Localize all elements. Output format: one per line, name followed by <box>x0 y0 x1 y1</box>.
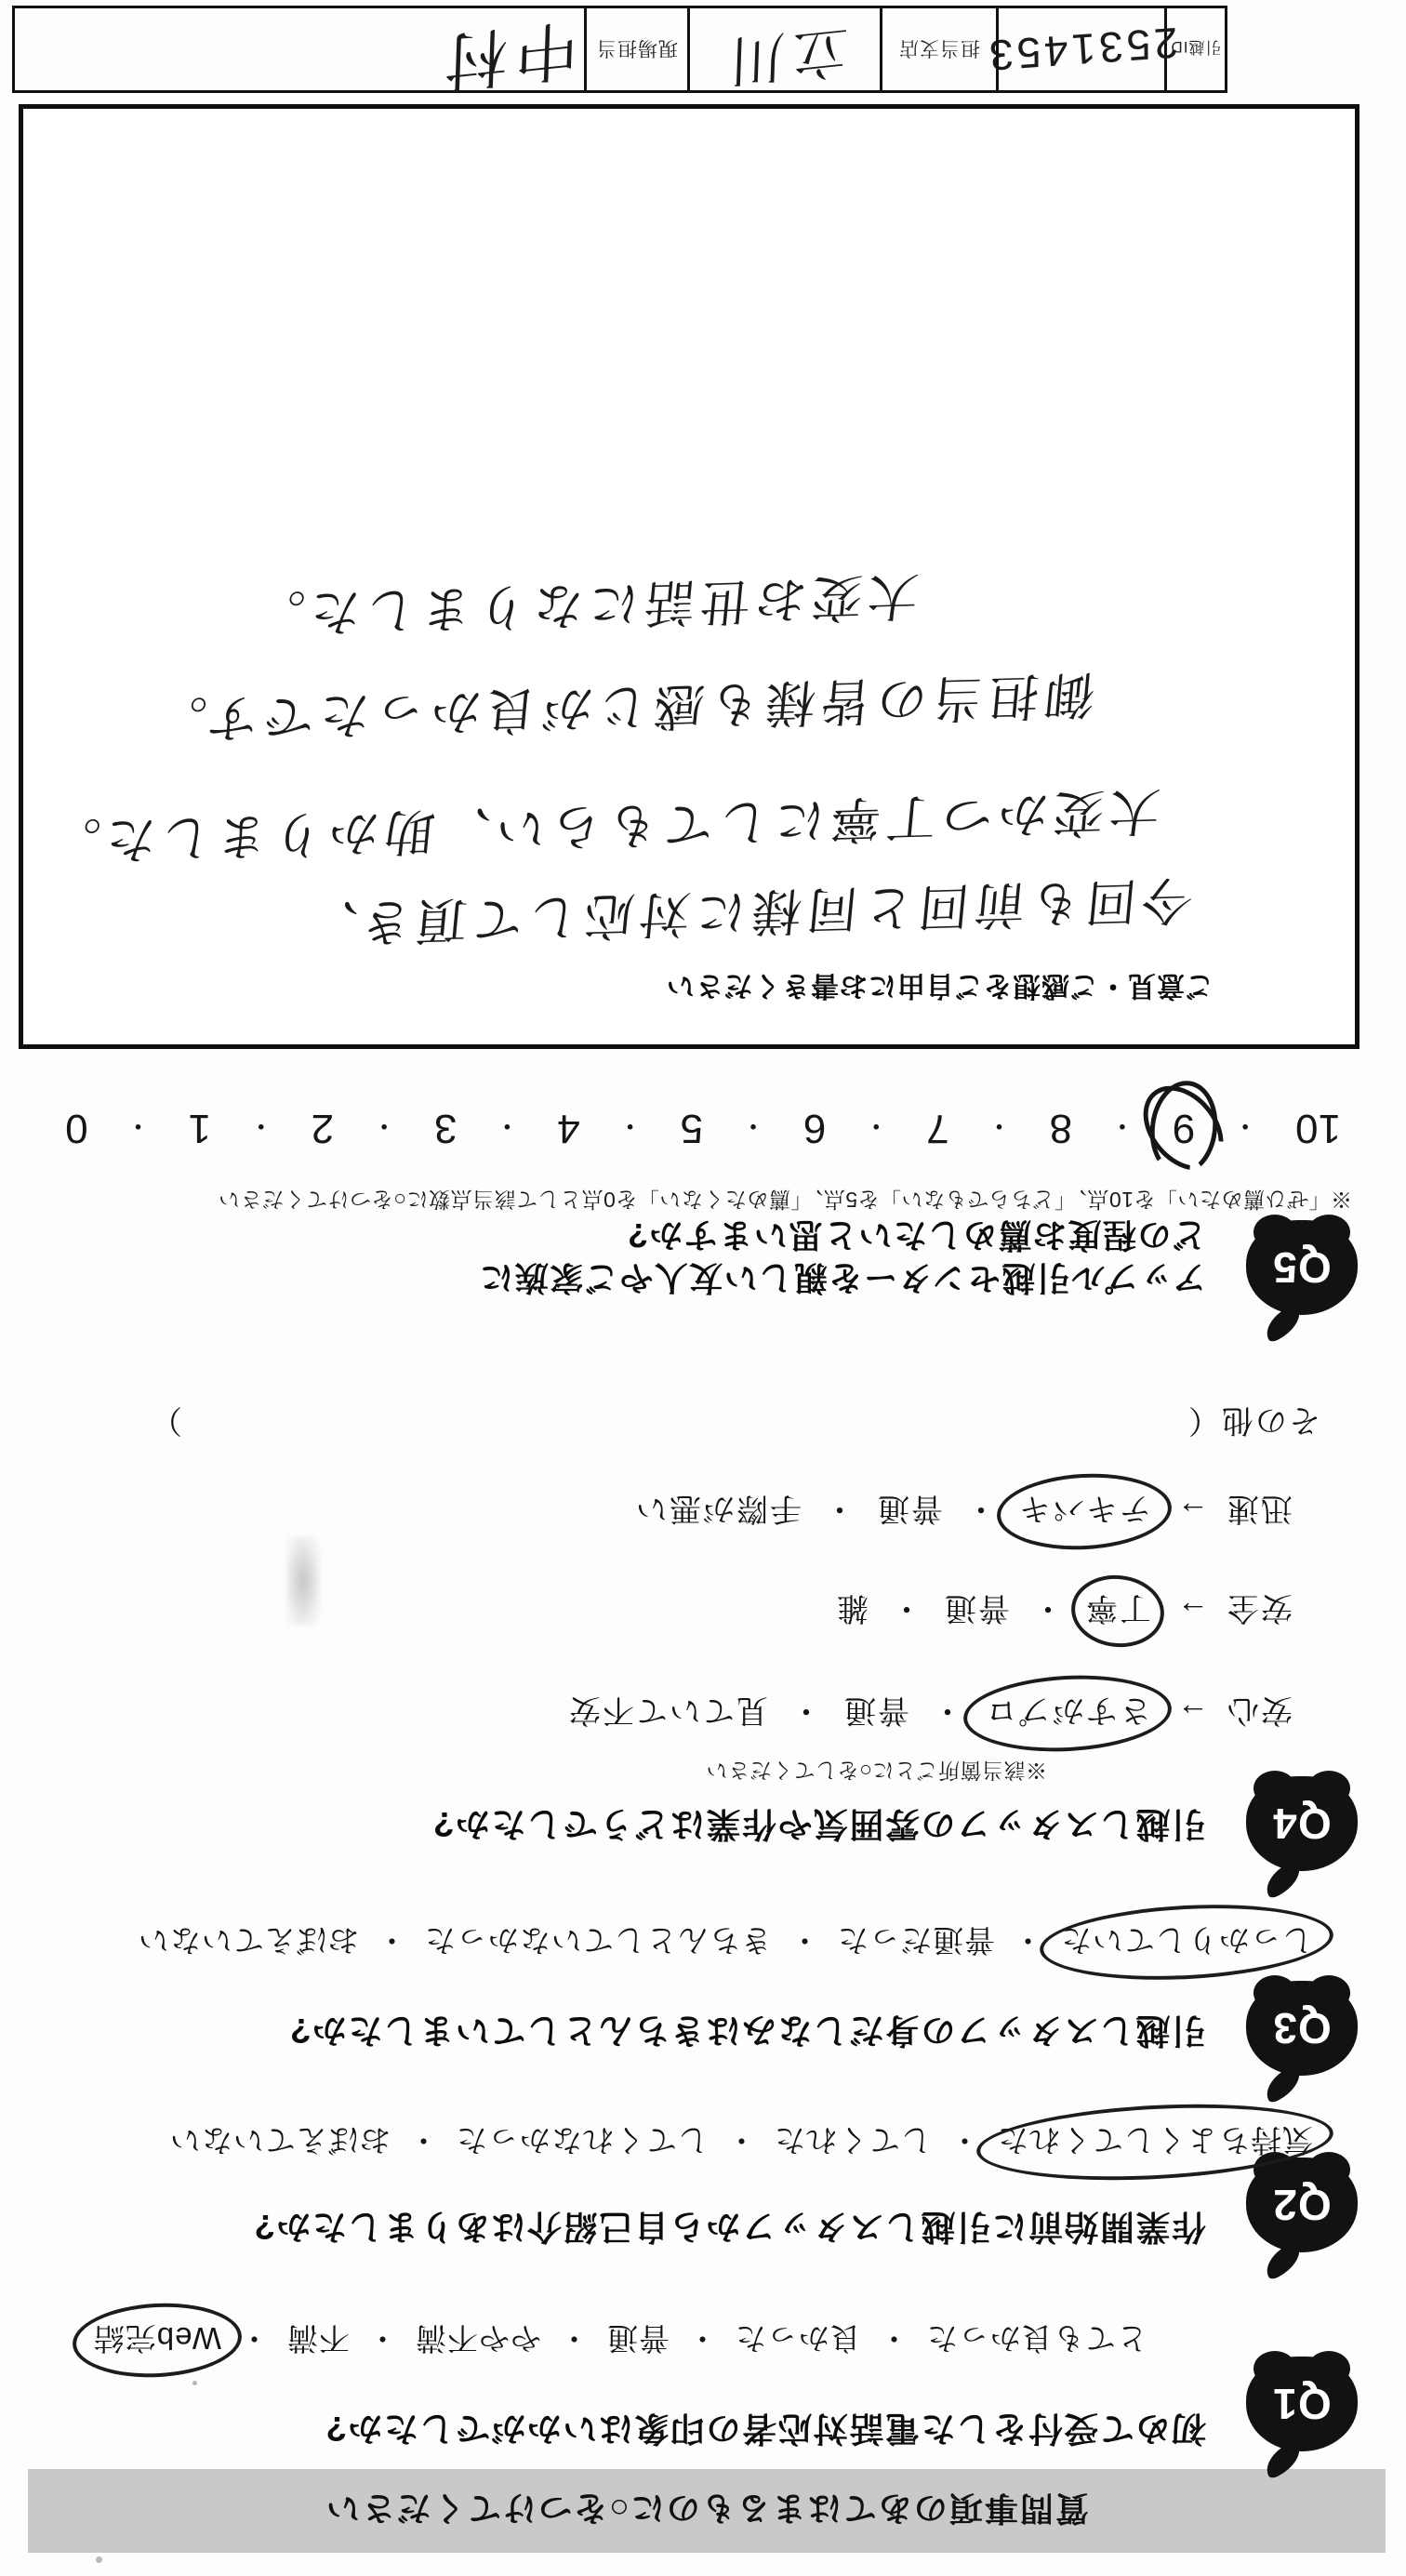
option: 雑 <box>835 1590 869 1626</box>
handwritten-comment-line: 今回も前回と同様に対応して頂き、 <box>298 870 1196 952</box>
q2-apple-badge-icon <box>1246 2158 1358 2267</box>
id-table-cell-value <box>690 8 882 95</box>
option-separator: ・ <box>238 2321 270 2356</box>
q1-apple-badge-icon <box>1246 2357 1358 2466</box>
option-separator: ・ <box>948 2123 980 2158</box>
q3-options-row <box>138 1920 1313 1964</box>
q4-other-line <box>149 1401 1320 1446</box>
q4-row-jinsoku: 迅速 → テキパキ ・ 普通 ・ 手際が悪い <box>634 1489 1293 1534</box>
option: してくれた <box>774 2123 932 2158</box>
q3-badge-label: Q3 <box>1272 2004 1332 2052</box>
scale-point: 6 <box>802 1106 827 1151</box>
option-circled: 丁寧 <box>1084 1588 1151 1634</box>
option: 普通 <box>876 1491 943 1526</box>
open-paren: （ <box>1187 1402 1220 1438</box>
option: やや不満 <box>415 2321 541 2356</box>
option-circled: テキパキ <box>1017 1489 1151 1534</box>
scale-point-circled: 9 <box>1172 1106 1196 1151</box>
comment-prompt: ご意見・ご感想をご自由にお書きください <box>666 970 1214 1001</box>
ink-smudge <box>286 1536 320 1626</box>
field-label: 担当支店 <box>898 37 980 59</box>
q4-note: ※該当箇所ごとに○をしてください <box>706 1759 1047 1783</box>
option: 普通 <box>943 1590 1010 1626</box>
option-separator: ・ <box>366 2321 398 2356</box>
q5-question-line2: どの程度お薦めしたいと思いますか? <box>626 1216 1206 1255</box>
id-table-cell-label <box>882 8 999 90</box>
option: 普通 <box>606 2321 670 2356</box>
scale-point: 1 <box>188 1106 211 1151</box>
option-separator: ・ <box>789 1923 820 1958</box>
q3-apple-badge-icon <box>1246 1981 1358 2091</box>
id-table <box>12 6 1227 99</box>
option: してくれなかった <box>456 2123 709 2158</box>
handwritten-staff-signature: 中村 <box>436 12 580 99</box>
option-circled: Web完結 <box>93 2318 221 2362</box>
scale-point: 4 <box>557 1106 580 1151</box>
scan-speck <box>96 2556 102 2563</box>
q1-badge-label: Q1 <box>1272 2380 1332 2428</box>
instruction-text: 質問事項のあてはまるものに○をつけてください <box>325 2490 1089 2529</box>
q1-options-row <box>93 2318 1147 2362</box>
handwritten-id-value: 2531453 <box>983 18 1180 81</box>
scale-point: 5 <box>680 1106 704 1151</box>
scale-point: 10 <box>1295 1106 1341 1151</box>
q4-row-anshin: 安心 → さすがプロ ・ 普通 ・ 見ていて不安 <box>567 1691 1293 1736</box>
instruction-bar <box>28 2469 1386 2553</box>
id-table-cell-label <box>587 8 690 90</box>
q1-question-text: 初めて受付をした電話対応者の印象はいかがでしたか? <box>324 2410 1206 2448</box>
q5-question-line1: アップル引越センターを親しい友人やご家族に <box>478 1259 1206 1297</box>
option: とても良かった <box>926 2321 1147 2356</box>
option: 良かった <box>735 2321 861 2356</box>
q4-badge-label: Q4 <box>1272 1799 1332 1848</box>
q3-question-text: 引越しスタッフの身だしなみはきちんとしていましたか? <box>288 2012 1206 2050</box>
comment-box <box>19 104 1360 1049</box>
arrow-icon: → <box>1175 1594 1209 1629</box>
option: おぼえていない <box>138 1923 359 1958</box>
nps-scale: 10 ・ 9 ・ 8 ・ 7 ・ 6 ・ 5 ・ 4 ・ 3 ・ 2 ・ 1 ・ 0 <box>65 1106 1341 1151</box>
handwritten-comment-line: 大変お世話になりました。 <box>245 566 922 643</box>
option: 手際が悪い <box>634 1491 802 1526</box>
handwritten-comment-line: 大変かつ丁寧にしてもらい、助かりました。 <box>41 782 1163 870</box>
other-label: その他 <box>1220 1402 1320 1438</box>
q2-badge-label: Q2 <box>1272 2181 1332 2229</box>
q5-note: ※「ぜひ薦めたい」を10点、「どちらでもない」を5点、「薦めたくない」を0点として該当点数に○をつけてください <box>218 1188 1352 1212</box>
id-table-cell-value <box>983 8 1180 90</box>
scale-point: 2 <box>311 1106 335 1151</box>
field-label: 現場担当 <box>596 37 678 59</box>
q5-badge-label: Q5 <box>1272 1243 1332 1292</box>
option: 見ていて不安 <box>567 1693 768 1728</box>
scale-point: 3 <box>433 1106 458 1151</box>
arrow-icon: → <box>1175 1494 1209 1530</box>
option: きちんとしていなかった <box>424 1923 772 1958</box>
scale-point: 8 <box>1049 1106 1072 1151</box>
q2-question-text: 作業開始前に引越しスタッフから自己紹介はありましたか? <box>252 2208 1206 2246</box>
q4-row-anzen: 安全 → 丁寧 ・ 普通 ・ 雑 <box>835 1588 1293 1634</box>
option: 普通だった <box>837 1923 995 1958</box>
scale-point: 7 <box>926 1106 949 1151</box>
q4-row-label: 安全 <box>1226 1590 1293 1626</box>
option-separator: ・ <box>376 1923 407 1958</box>
option-separator: ・ <box>407 2123 439 2158</box>
option-circled: さすがプロ <box>984 1691 1151 1736</box>
option-circled: しっかりしていた <box>1060 1920 1313 1964</box>
option-separator: ・ <box>878 2321 909 2356</box>
field-label: 引越ID <box>1170 38 1222 57</box>
q4-question-text: 引越しスタッフの雰囲気や作業はどうでしたか? <box>431 1805 1206 1843</box>
q4-apple-badge-icon <box>1246 1776 1358 1886</box>
q4-row-label: 迅速 <box>1226 1491 1293 1526</box>
option-separator: ・ <box>558 2321 590 2356</box>
close-paren: ） <box>149 1402 182 1438</box>
option-separator: ・ <box>725 2123 757 2158</box>
scale-point: 0 <box>65 1106 88 1151</box>
option: 不満 <box>286 2321 350 2356</box>
option-circled: 気持ちよくしてくれた <box>997 2120 1313 2164</box>
option: おぼえていない <box>169 2123 391 2158</box>
option-separator: ・ <box>686 2321 718 2356</box>
handwritten-branch-value: 立川 <box>721 18 849 95</box>
option-separator: ・ <box>1012 1923 1043 1958</box>
option: 普通 <box>842 1693 909 1728</box>
q4-row-label: 安心 <box>1226 1693 1293 1728</box>
id-table-cell-value <box>15 8 587 99</box>
arrow-icon: → <box>1175 1696 1209 1732</box>
q5-apple-badge-icon <box>1246 1220 1358 1330</box>
handwritten-comment-line: 御担当の皆様も感じが良かったです。 <box>148 665 1098 749</box>
scan-speck <box>192 2381 197 2385</box>
q2-options-row <box>169 2120 1313 2164</box>
